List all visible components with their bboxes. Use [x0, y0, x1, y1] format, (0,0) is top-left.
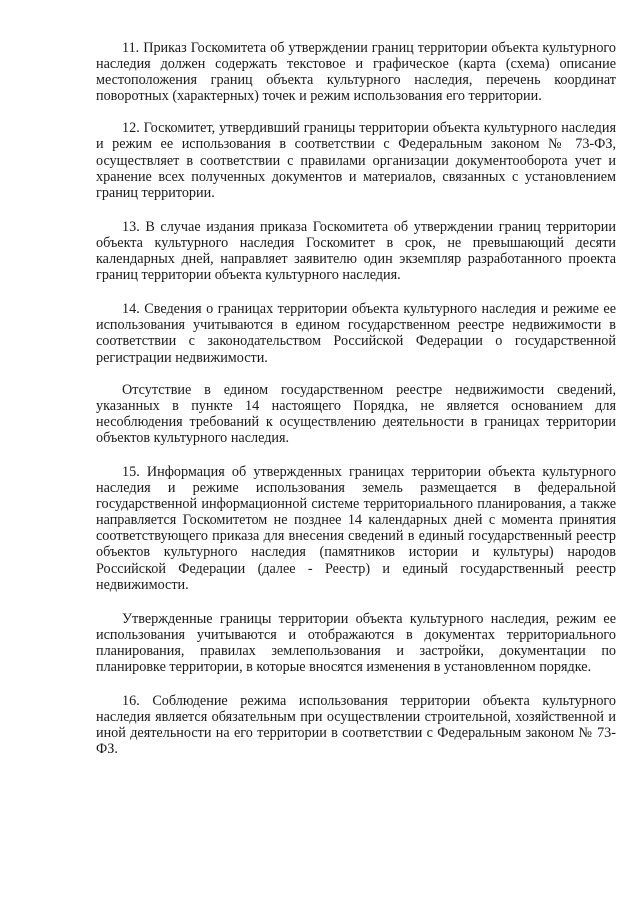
paragraph-13: 13. В случае издания приказа Госкомитета об утверждении границ территории объекта культурного наследия Госкомитет в срок, не превышающий десяти календарных дней, направляет заявителю один экземпляр разработанного проекта границ территории объекта культурного наследия.: [96, 218, 616, 284]
paragraph-12: 12. Госкомитет, утвердивший границы территории объекта культурного наследия и режим ее использования в соответствии с Федеральным законом № 73-ФЗ, осуществляет в соответствии с правилами организации документооборота учет и хранение всех полученных документов и материалов, связанных с установлением границ территории.: [96, 120, 616, 201]
paragraph-14: 14. Сведения о границах территории объекта культурного наследия и режиме ее использования учитываются в едином государственном реестре недвижимости в соответствии с законодательством Российской Федерации о государственной регистрации недвижимости.: [96, 301, 616, 366]
paragraph-14-continuation: Отсутствие в едином государственном реестре недвижимости сведений, указанных в пункте 14 настоящего Порядка, не является основанием для несоблюдения требований к осуществлению деятельности в границах территории объектов культурного наследия.: [96, 381, 616, 446]
paragraph-11: 11. Приказ Госкомитета об утверждении границ территории объекта культурного наследия должен содержать текстовое и графическое (карта (схема) описание местоположения границ объекта культурного наследия, перечень координат поворотных (характерных) точек и режим использования его территории.: [96, 40, 616, 105]
paragraph-15: 15. Информация об утвержденных границах территории объекта культурного наследия и режиме использования земель размещается в федеральной государственной информационной системе территориального планирования, а также направляется Госкомитетом не позднее 14 календарных дней с момента принятия соответствующего приказа для внесения сведений в единый государственный реестр объектов культурного наследия (памятников истории и культуры) народов Российской Федерации (далее - Реестр) и единый государственный реестр недвижимости.: [96, 463, 616, 593]
paragraph-16: 16. Соблюдение режима использования территории объекта культурного наследия является обязательным при осуществлении строительной, хозяйственной и иной деятельности на его территории в соответствии с Федеральным законом № 73-ФЗ.: [96, 693, 616, 758]
document-page: [96, 40, 616, 773]
paragraph-15-continuation: Утвержденные границы территории объекта культурного наследия, режим ее использования учитываются и отображаются в документах территориального планирования, правилах землепользования и застройки, документации по планировке территории, в которые вносятся изменения в установленном порядке.: [96, 610, 616, 675]
